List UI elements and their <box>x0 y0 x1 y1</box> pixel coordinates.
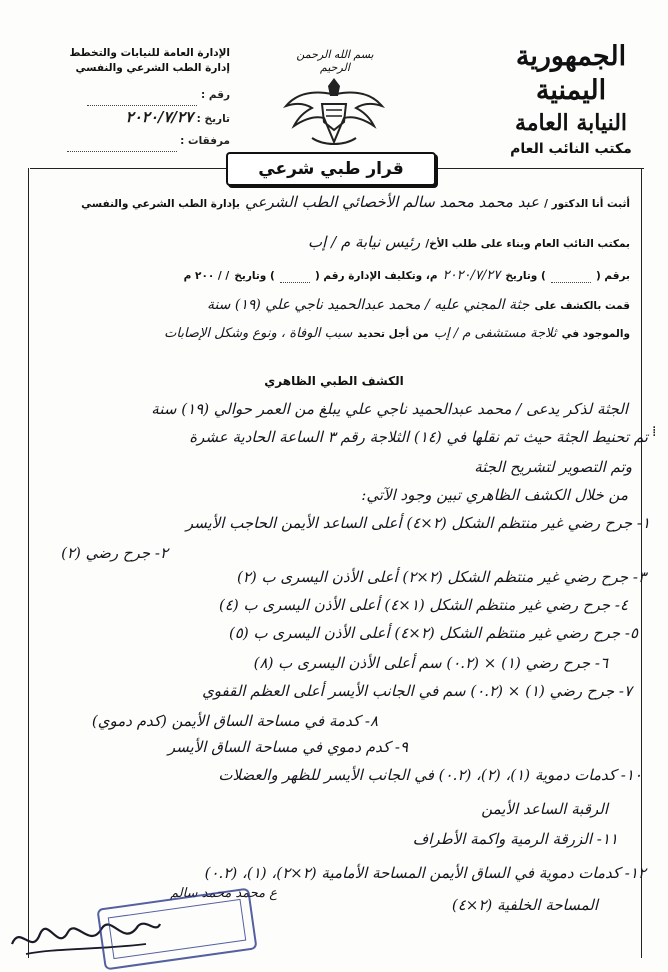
reference-line <box>30 264 630 283</box>
assign-date-label: ) وتاريخ <box>234 270 275 282</box>
purpose-prefix: من أجل تحديد <box>357 328 429 340</box>
num-date-label: ) وتاريخ <box>505 270 546 282</box>
signature-text: ع محمد محمد سالم <box>170 886 278 901</box>
finding-line: الجثة لذكر يدعى / محمد عبدالحميد ناجي علي يبلغ من العمر حوالي (١٩) سنة <box>151 400 628 418</box>
office-prefix: بمكتب النائب العام وبناء على طلب الأخ/ <box>425 238 630 250</box>
yemen-eagle-emblem <box>282 72 386 148</box>
dept-suffix: بإدارة الطب الشرعي والنفسي <box>81 198 240 210</box>
finding-line: ١٠- كدمات دموية (١)، (٢)، (٠.٢) في الجانب الأيسر للظهر والعضلات <box>218 766 642 784</box>
location-line <box>30 322 630 341</box>
finding-line: ٤- جرح رضي غير منتظم الشكل (١×٤) أعلى الأذن اليسرى ب (٤) <box>218 596 628 614</box>
finding-line: ٥- جرح رضي غير منتظم الشكل (٢×٤) أعلى الأذن اليسرى ب (٥) <box>228 624 638 642</box>
finding-line: تم تحنيط الجثة حيث تم نقلها في (١٤) الثلاجة رقم ٣ الساعة الحادية عشرة <box>189 428 648 446</box>
finding-line: من خلال الكشف الظاهري تبين وجود الآتي: <box>361 486 628 504</box>
finding-line: ٢- جرح رضي (٢) <box>61 544 168 562</box>
margin-mark: ⁞ <box>652 424 657 440</box>
doctor-line <box>30 192 630 211</box>
finding-line: الرقبة الساعد الأيمن <box>481 800 608 818</box>
exam-line <box>30 294 630 313</box>
directorate-name: الإدارة العامة للنيابات والتخطط <box>69 47 230 59</box>
basmala: بسم الله الرحمن الرحيم <box>296 48 374 74</box>
num-date-value: ٢٠٢٠/٧/٢٧ <box>442 268 501 283</box>
finding-line: ٦- جرح رضي (١) × (٠.٢) سم أعلى الأذن اليسرى ب (٨) <box>253 654 608 672</box>
office-name: مكتب النائب العام <box>510 141 632 157</box>
reference-block: رقم : تاريخ : ٢٠٢٠/٧/٢٧ مرفقات : <box>20 84 230 152</box>
document-title: قرار طبي شرعي <box>226 152 436 186</box>
finding-line: ٨- كدمة في مساحة الساق الأيمن (كدم دموي) <box>91 712 378 730</box>
finding-line: ١٢- كدمات دموية في الساق الأيمن المساحة الأمامية (٢×٢)، (١)، (٠.٢) <box>204 864 646 882</box>
date-value: ٢٠٢٠/٧/٢٧ <box>125 108 194 126</box>
num-label: برقم ( <box>595 270 630 282</box>
header-left <box>20 46 230 152</box>
assign-date-value: / / ٢٠٠ م <box>183 270 230 282</box>
attachments-label: مرفقات <box>188 135 230 147</box>
found-value: ثلاجة مستشفى م / إب <box>433 326 557 341</box>
finding-line: ١١- الزرقة الرمية واكمة الأطراف <box>412 830 618 848</box>
department-name: إدارة الطب الشرعي والنفسي <box>75 62 230 74</box>
office-line <box>30 232 630 251</box>
finding-line: المساحة الخلفية (٢×٤) <box>451 896 598 914</box>
finding-line: ٧- جرح رضي (١) × (٠.٢) سم في الجانب الأيسر أعلى العظم القفوي <box>202 682 632 700</box>
doctor-prefix: أثبت أنا الدكتور / <box>544 198 630 210</box>
finding-line: ٣- جرح رضي غير منتظم الشكل (٢×٢) أعلى الأذن اليسرى ب (٢) <box>236 568 646 586</box>
date-label: تاريخ <box>204 113 230 125</box>
header-right <box>486 40 656 160</box>
office-value: رئيس نيابة م / إب <box>308 233 421 251</box>
finding-line: ٩- كدم دموي في مساحة الساق الأيسر <box>167 738 408 756</box>
exam-value: جثة المجني عليه / محمد عبدالحميد ناجي علي (١٩) سنة <box>206 297 530 313</box>
ref-label: رقم <box>208 89 230 101</box>
doctor-name: عبد محمد محمد سالم الأخصائي الطب الشرعي <box>245 193 540 211</box>
section-title: الكشف الطبي الظاهري <box>264 374 404 388</box>
finding-line: وتم التصوير لتشريح الجثة <box>474 458 632 476</box>
finding-line: ١- جرح رضي غير منتظم الشكل (٢×٤) أعلى الساعد الأيمن الحاجب الأيسر <box>185 514 650 532</box>
purpose-value: سبب الوفاة ، ونوع وشكل الإصابات <box>164 326 353 341</box>
assign-label: م، وتكليف الإدارة رقم ( <box>314 270 438 282</box>
found-prefix: والموجود في <box>561 328 630 340</box>
exam-prefix: قمت بالكشف على <box>534 300 630 312</box>
country-name: الجمهورية اليمنية <box>515 41 627 106</box>
authority-name: النيابة العامة <box>514 110 628 136</box>
